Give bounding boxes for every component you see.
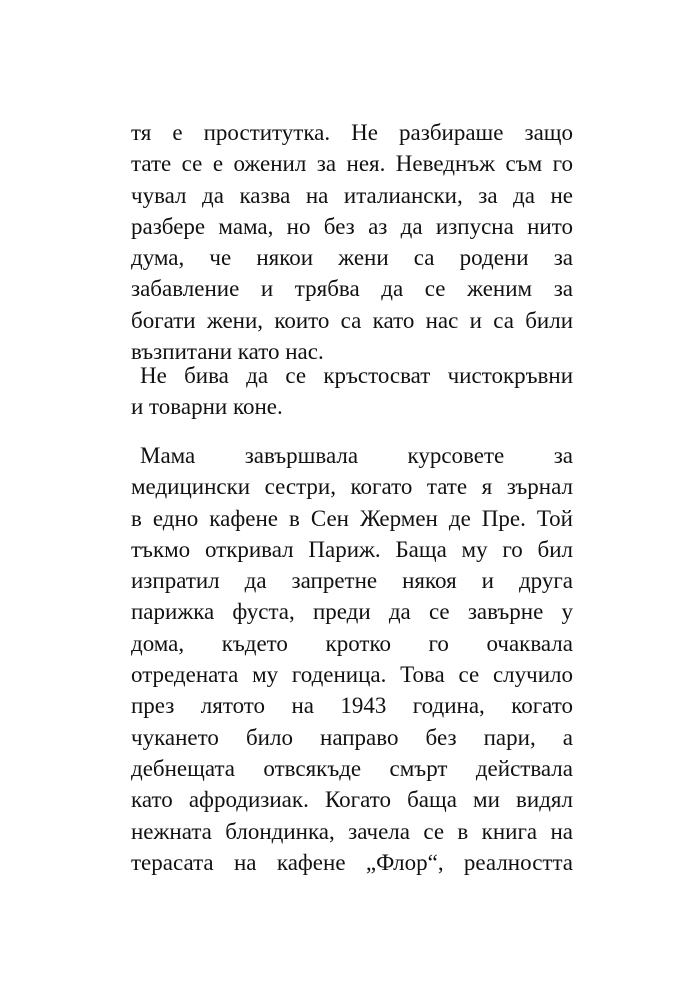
text-line: и товарни коне.	[131, 394, 283, 420]
text-line: нежната блондинка, зачела се в книга на	[131, 818, 573, 844]
text-line: тате се е оженил за нея. Неведнъж съм го	[131, 151, 573, 177]
text-line: през лятото на 1943 година, когато	[131, 693, 573, 719]
text-line: терасата на кафене „Флор“, реалността	[131, 849, 573, 875]
paragraph-3	[131, 440, 573, 878]
text-line: дома, където кротко го очаквала	[131, 630, 573, 656]
text-line: тъкмо откривал Париж. Баща му го бил	[131, 536, 573, 562]
text-line: чувал да казва на италиански, за да не	[131, 182, 573, 208]
text-line: медицински сестри, когато тате я зърнал	[131, 474, 573, 500]
text-line: в едно кафене в Сен Жермен де Пре. Той	[131, 505, 573, 531]
text-line: тя е проститутка. Не разбираше защо	[131, 120, 573, 145]
paragraph-1	[131, 117, 573, 367]
text-line: богати жени, които са като нас и са били	[131, 307, 573, 333]
paragraph-2	[131, 360, 573, 423]
text-line: разбере мама, но без аз да изпусна нито	[131, 213, 573, 239]
text-line: Не бива да се кръстосват чистокръвни	[140, 363, 573, 388]
text-line: изпратил да запретне някоя и друга	[131, 568, 573, 594]
text-line: дума, че някои жени са родени за	[131, 245, 573, 271]
text-line: Мама завършвала курсовете за	[140, 443, 573, 468]
text-line: възпитани като нас.	[131, 339, 324, 365]
text-line: забавление и трябва да се женим за	[131, 276, 573, 302]
text-line: отредената му годеница. Това се случило	[131, 662, 573, 688]
text-line: парижка фуста, преди да се завърне у	[131, 599, 573, 625]
text-line: чукането било направо без пари, а	[131, 724, 573, 750]
text-line: дебнещата отвсякъде смърт действала	[131, 755, 573, 781]
text-line: като афродизиак. Когато баща ми видял	[131, 787, 573, 813]
